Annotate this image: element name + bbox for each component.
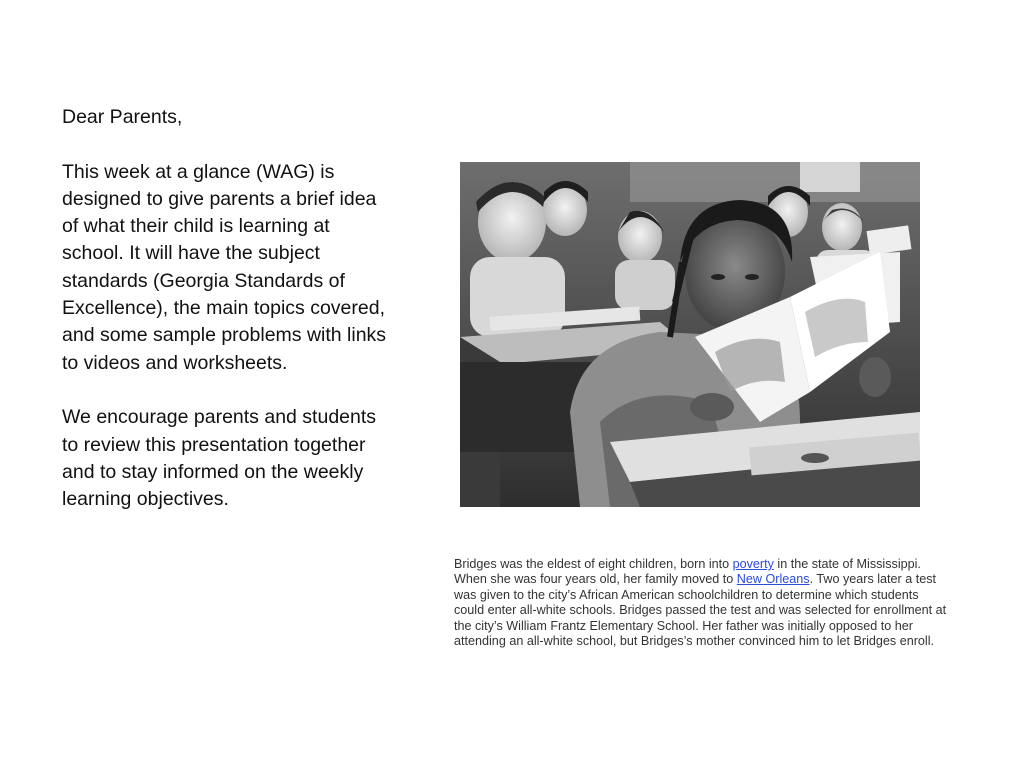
letter-paragraph-intro: This week at a glance (WAG) is designed to give parents a brief idea of what their child is learning at school. It will have the subject standards (Georgia Standards of Excellence), the main topics covered, and some sample problems with links to videos and worksheets.	[62, 160, 387, 374]
parent-letter	[62, 104, 392, 541]
classroom-photo-icon	[460, 162, 920, 507]
new-orleans-link[interactable]: New Orleans	[736, 572, 810, 587]
caption-text-2: in the state of Mississippi. When she was four years old, her family moved to	[454, 557, 921, 587]
letter-greeting: Dear Parents,	[62, 106, 183, 128]
photo-caption	[454, 557, 949, 649]
classroom-photo	[460, 162, 920, 507]
poverty-link[interactable]: poverty	[732, 557, 774, 571]
caption-text-3: . Two years later a test was given to the city’s African American schoolchildren to determine which students could enter all-white schools. Bridges passed the test and was selected for enrollment at the city’s William Frantz Elementary School. Her father was initially opposed to her attending an all-white school, but Bridges’s mother convinced him to let Bridges enroll.	[454, 572, 947, 649]
caption-text-1: Bridges was the eldest of eight children, born into	[454, 557, 733, 571]
letter-paragraph-encourage: We encourage parents and students to review this presentation together and to stay informed on the weekly learning objectives.	[62, 406, 377, 511]
